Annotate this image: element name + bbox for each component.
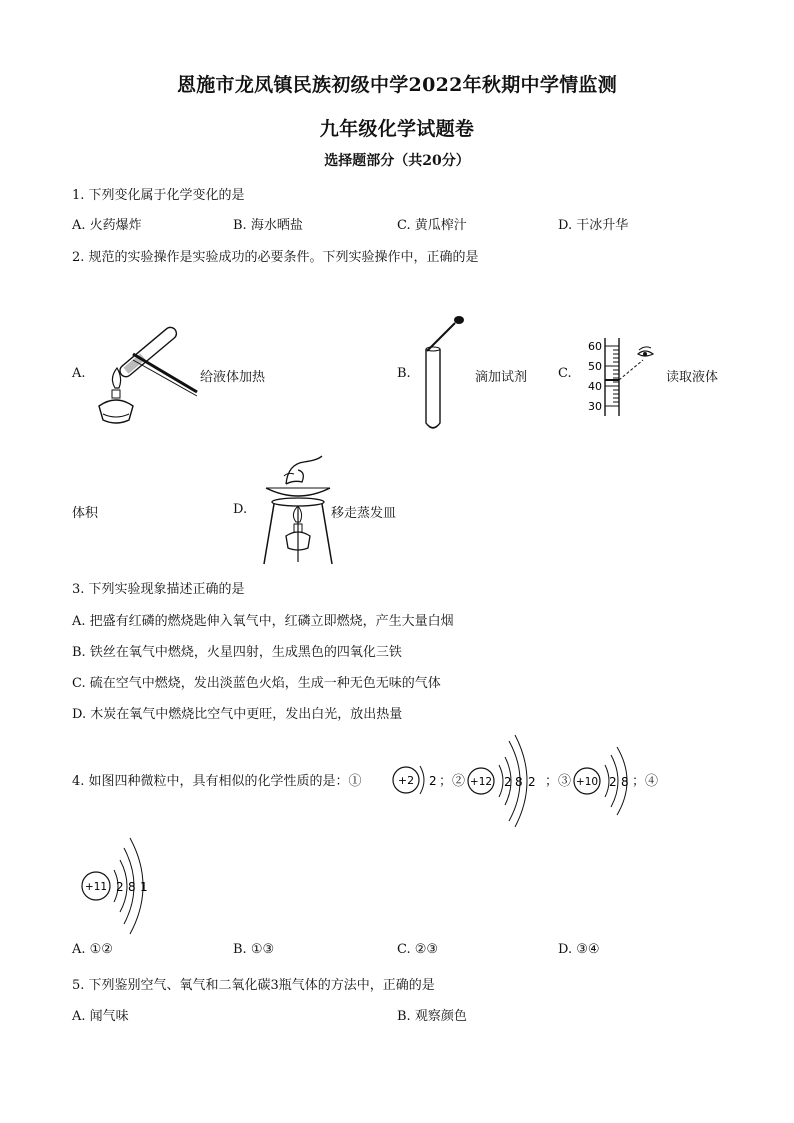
atom-1-shell-1: 2 xyxy=(429,774,437,788)
q3-option-b: B. 铁丝在氧气中燃烧，火星四射，生成黑色的四氧化三铁 xyxy=(72,645,402,660)
question-3-stem: 3. 下列实验现象描述正确的是 xyxy=(72,582,245,597)
atom-structure-4 xyxy=(80,838,170,934)
q1-option-a: A. 火药爆炸 xyxy=(72,218,142,233)
atom-3-nucleus: +10 xyxy=(575,776,599,788)
q5-option-b: B. 观察颜色 xyxy=(397,1009,467,1024)
q2-option-d-label: 移走蒸发皿 xyxy=(331,506,397,521)
evaporating-dish-figure xyxy=(258,452,338,568)
q4-option-b: B. ①③ xyxy=(233,942,275,957)
atom-structure-3 xyxy=(571,745,641,817)
atom-2-shell-2: 8 xyxy=(515,775,523,789)
question-4-stem: 4. 如图四种微粒中，具有相似的化学性质的是：① xyxy=(72,774,362,789)
atom-4-shell-2: 8 xyxy=(128,880,136,894)
atom-2-nucleus: +12 xyxy=(469,776,493,788)
question-2-stem: 2. 规范的实验操作是实验成功的必要条件。下列实验操作中，正确的是 xyxy=(72,250,479,265)
q2-option-a-label: 给液体加热 xyxy=(200,370,266,385)
section-heading: 选择题部分（共20分） xyxy=(324,153,470,169)
q3-option-c: C. 硫在空气中燃烧，发出淡蓝色火焰，生成一种无色无味的气体 xyxy=(72,676,441,691)
q4-option-c: C. ②③ xyxy=(397,942,439,957)
q2-option-a-letter: A. xyxy=(72,366,86,381)
heating-liquid-figure xyxy=(85,316,205,436)
dropper-test-tube-figure xyxy=(415,313,475,435)
exam-title: 恩施市龙凤镇民族初级中学2022年秋期中学情监测 xyxy=(176,74,618,96)
q2-option-b-letter: B. xyxy=(397,366,411,381)
q2-option-c-label-cont: 体积 xyxy=(72,506,99,521)
atom-3-shell-2: 8 xyxy=(621,775,629,789)
q1-option-c: C. 黄瓜榨汁 xyxy=(397,218,467,233)
atom-2-shell-3: 2 xyxy=(528,775,536,789)
q2-option-d-letter: D. xyxy=(233,502,248,517)
atom-3-shell-1: 2 xyxy=(609,775,617,789)
atom-1-nucleus: +2 xyxy=(397,774,415,787)
q1-option-d: D. 干冰升华 xyxy=(558,218,629,233)
q4-option-d: D. ③④ xyxy=(558,942,600,957)
question-5-stem: 5. 下列鉴别空气、氧气和二氧化碳3瓶气体的方法中，正确的是 xyxy=(72,978,435,993)
q3-option-d: D. 木炭在氧气中燃烧比空气中更旺，发出白光，放出热量 xyxy=(72,707,403,722)
cylinder-tick-40: 40 xyxy=(588,380,602,393)
q4-separator-3: ；③ xyxy=(545,774,572,789)
q4-separator-2: ；② xyxy=(439,774,466,789)
cylinder-tick-50: 50 xyxy=(588,360,602,373)
q1-option-b: B. 海水晒盐 xyxy=(233,218,303,233)
atom-4-nucleus: +11 xyxy=(84,881,108,893)
q2-option-b-label: 滴加试剂 xyxy=(475,370,528,385)
graduated-cylinder-figure xyxy=(583,336,663,418)
atom-2-shell-1: 2 xyxy=(504,775,512,789)
atom-4-shell-1: 2 xyxy=(116,880,124,894)
q4-separator-4: ；④ xyxy=(632,774,659,789)
q5-option-a: A. 闻气味 xyxy=(72,1009,129,1024)
q2-option-c-letter: C. xyxy=(558,366,572,381)
atom-4-shell-3: 1 xyxy=(140,880,148,894)
paper-subtitle: 九年级化学试题卷 xyxy=(319,118,475,140)
cylinder-tick-60: 60 xyxy=(588,340,602,353)
q4-option-a: A. ①② xyxy=(72,942,113,957)
q2-option-c-label: 读取液体 xyxy=(666,370,719,385)
atom-structure-2 xyxy=(465,735,555,827)
cylinder-tick-30: 30 xyxy=(588,400,602,413)
q3-option-a: A. 把盛有红磷的燃烧匙伸入氧气中，红磷立即燃烧，产生大量白烟 xyxy=(72,614,454,629)
question-1-stem: 1. 下列变化属于化学变化的是 xyxy=(72,188,245,203)
